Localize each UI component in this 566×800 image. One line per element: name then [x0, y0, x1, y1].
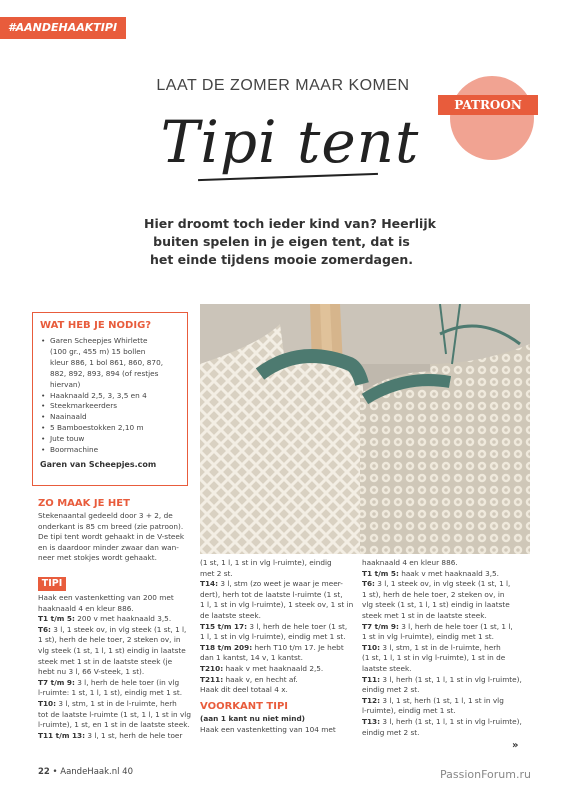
page-number: 22 [38, 767, 50, 777]
list-item: • 5 Bamboestokken 2,10 m [40, 423, 190, 434]
column-2-continued [200, 714, 360, 735]
pattern-line: met 2 st. [200, 568, 233, 578]
pattern-line: T11: 3 l, herh (1 st, 1 l, 1 st in vlg l-ruimte), [362, 674, 522, 684]
tipi-photo [200, 304, 530, 554]
materials-line: (100 gr., 455 m) 15 bollen [50, 346, 146, 356]
list-item [40, 336, 190, 391]
method-line: neer met stokjes wordt gehaakt. [38, 553, 157, 563]
pattern-line: tot de laatste l-ruimte (1 st, 1 l, 1 st in vlg [38, 709, 191, 719]
pattern-line: (1 st, 1 l, 1 st in vlg l-ruimte), eindig [200, 558, 332, 567]
pattern-line: eindig met 2 st. [362, 685, 420, 695]
magazine-name: AandeHaak.nl 40 [60, 767, 134, 777]
pattern-line: T1 t/m 5: haak v met haaknaald 3,5. [362, 568, 500, 578]
list-item: • Steekmarkeerders [40, 401, 190, 412]
pattern-line: l-ruimte), 1 st, en 1 st in de laatste steek. [38, 720, 190, 730]
pattern-line: T10: 3 l, stm, 1 st in de l-ruimte, herh [38, 698, 177, 708]
pattern-line: l-ruimte), eindig met 1 st. [362, 706, 456, 716]
materials-line: kleur 886, 1 bol 861, 860, 870, [50, 357, 164, 367]
method-line: en is daardoor minder zwaar dan wan- [38, 542, 179, 552]
method-line: onderkant is 85 cm breed (zie patroon). [38, 521, 184, 531]
materials-list [40, 336, 190, 456]
pattern-line: 1 st), herh de hele toer, 2 steken ov, in [38, 635, 181, 645]
pattern-line: 1 st in vlg l-ruimte), eindig met 1 st. [362, 632, 494, 642]
method-title: ZO MAAK JE HET [38, 498, 130, 509]
list-item: • Boormachine [40, 445, 190, 456]
pattern-line: T210: haak v met haaknaald 2,5. [200, 663, 324, 673]
pattern-line: laatste steek. [362, 663, 412, 673]
pattern-line: T1 t/m 5: 200 v met haaknaald 3,5. [38, 614, 172, 624]
pattern-line: l-ruimte: 1 st, 1 l, 1 st), eindig met 1 st. [38, 688, 183, 698]
column-3 [362, 558, 532, 738]
pattern-line: T14: 3 l, stm (zo weet je waar je meer- [200, 579, 343, 589]
continue-arrow-icon: » [512, 740, 519, 751]
pattern-line: T10: 3 l, stm, 1 st in de l-ruimte, herh [362, 642, 501, 652]
materials-line: hiervan) [50, 379, 81, 389]
intro-text [144, 215, 436, 269]
page-title: Tipi tent [160, 108, 420, 176]
list-item: • Haaknaald 2,5, 3, 3,5 en 4 [40, 391, 190, 402]
pattern-line: 1 l, 1 st in vlg l-ruimte), eindig met 1 st. [200, 632, 346, 642]
materials-footer: Garen van Scheepjes.com [40, 460, 157, 469]
pattern-line: (1 st, 1 l, 1 st in vlg l-ruimte), 1 st in de [362, 653, 506, 663]
kicker: LAAT DE ZOMER MAAR KOMEN [156, 77, 410, 94]
pattern-line: dan 1 kantst, 14 v, 1 kantst. [200, 653, 303, 663]
pattern-line: vlg steek (1 st, 1 l, 1 st) eindig in laatste [38, 645, 186, 655]
method-line: Stekenaantal gedeeld door 3 + 2, de [38, 511, 173, 520]
pattern-line: T6: 3 l, 1 steek ov, in vlg steek (1 st, 1 l, [38, 624, 187, 634]
patroon-badge: PATROON [438, 95, 538, 115]
pattern-line: T12: 3 l, 1 st, herh (1 st, 1 l, 1 st in vlg [362, 695, 504, 705]
materials-line: • Garen Scheepjes Whirlette [50, 336, 148, 345]
pattern-line: (aan 1 kant nu niet mind) [200, 714, 305, 723]
pattern-line: vlg steek (1 st, 1 l, 1 st) eindig in laatste [362, 600, 510, 610]
pattern-line: steek met 1 st in de laatste steek. [362, 610, 487, 620]
method-text [38, 511, 198, 564]
pattern-line: T6: 3 l, 1 steek ov, in vlg steek (1 st, 1 l, [362, 579, 511, 589]
pattern-line: steek met 1 st in de laatste steek (je [38, 656, 173, 666]
pattern-line: Haak dit deel totaal 4 x. [200, 685, 288, 695]
pattern-line: de laatste steek. [200, 610, 261, 620]
pattern-line: hebt nu 3 l, 66 V-steek, 1 st). [38, 667, 145, 677]
watermark: PassionForum.ru [440, 768, 531, 781]
pattern-line: Haak een vastenketting van 104 met [200, 724, 336, 734]
pattern-line: T7 t/m 9: 3 l, herh de hele toer (in vlg [38, 677, 180, 687]
pattern-line: haaknaald 4 en kleur 886. [362, 558, 458, 567]
materials-title: WAT HEB JE NODIG? [40, 320, 152, 331]
hashtag-banner: #AANDEHAAKTIPI [0, 17, 126, 39]
intro-line: het einde tijdens mooie zomerdagen. [149, 252, 414, 267]
voorkant-title: VOORKANT TIPI [200, 701, 289, 712]
pattern-line: Haak een vastenketting van 200 met [38, 593, 174, 602]
column-2 [200, 558, 360, 696]
folio [38, 767, 133, 777]
pattern-line: T13: 3 l, herh (1 st, 1 l, 1 st in vlg l-ruimte), [362, 716, 522, 726]
badge-circle [450, 76, 534, 160]
pattern-line: T7 t/m 9: 3 l, herh de hele toer (1 st, 1 l, [362, 621, 513, 631]
pattern-line: T15 t/m 17: 3 l, herh de hele toer (1 st, [200, 621, 348, 631]
pattern-line: 1 st), herh de hele toer, 2 steken ov, in [362, 589, 505, 599]
pattern-line: T211: haak v, en hecht af. [200, 674, 298, 684]
pattern-line: dert), herh tot de laatste l-ruimte (1 st, [200, 589, 343, 599]
tipi-heading: TIPI [38, 577, 66, 591]
pattern-line: 1 l, 1 st in vlg l-ruimte), 1 steek ov, 1 st in [200, 600, 354, 610]
materials-line: 882, 892, 893, 894 (of restjes [50, 368, 159, 378]
pattern-line: haaknaald 4 en kleur 886. [38, 603, 134, 613]
list-item: • Jute touw [40, 434, 190, 445]
intro-line: buiten spelen in je eigen tent, dat is [153, 234, 410, 249]
folio-bullet: • [52, 767, 58, 777]
list-item: • Naainaald [40, 412, 190, 423]
intro-line: Hier droomt toch ieder kind van? Heerlijk [144, 216, 436, 231]
pattern-line: T18 t/m 209: herh T10 t/m 17. Je hebt [200, 642, 344, 652]
pattern-line: T11 t/m 13: 3 l, 1 st, herh de hele toer [38, 730, 183, 740]
method-line: De tipi tent wordt gehaakt in de V-steek [38, 532, 185, 542]
crochet-photo-illustration [200, 304, 530, 554]
pattern-line: eindig met 2 st. [362, 727, 420, 737]
column-1 [38, 593, 198, 741]
